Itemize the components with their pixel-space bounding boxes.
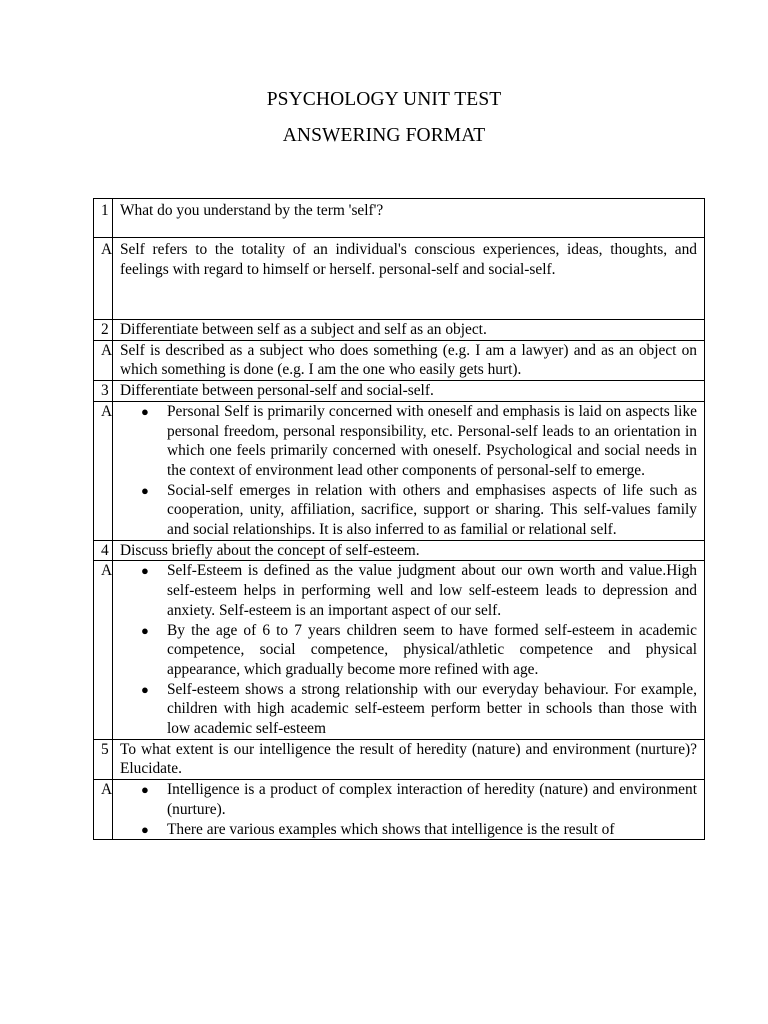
table-row: [94, 401, 705, 540]
bullet-icon: ●: [141, 821, 149, 837]
table-row: [94, 340, 705, 380]
question-text: To what extent is our intelligence the result of heredity (nature) and environment (nurture)? Elucidate.: [113, 739, 705, 779]
qa-table: [93, 198, 705, 840]
question-text: Discuss briefly about the concept of self-esteem.: [113, 540, 705, 561]
table-row: [94, 780, 705, 840]
list-item: ● Personal Self is primarily concerned with oneself and emphasis is laid on aspects like personal freedom, personal responsibility, etc. Personal-self leads to an orientation in which one feels primarily concerned with oneself. Psychological and social needs in the context of environment lead other components of personal-self to emerge.: [141, 402, 697, 479]
bullet-icon: ●: [141, 782, 149, 798]
row-label: A: [94, 561, 113, 739]
bullet-icon: ●: [141, 482, 149, 498]
page-title: PSYCHOLOGY UNIT TEST: [266, 89, 502, 110]
bullet-icon: ●: [141, 403, 149, 419]
row-label: A: [94, 340, 113, 380]
bullet-icon: ●: [141, 622, 149, 638]
question-text: What do you understand by the term 'self'?: [113, 199, 705, 238]
row-label: A: [94, 401, 113, 540]
bullet-icon: ●: [141, 681, 149, 697]
row-label: 5: [94, 739, 113, 779]
list-item: ● There are various examples which shows that intelligence is the result of: [141, 820, 615, 838]
question-text: Differentiate between personal-self and social-self.: [113, 381, 705, 402]
table-row: [94, 320, 705, 341]
answer-text: Self refers to the totality of an individual's conscious experiences, ideas, thoughts, and feelings with regard to himself or herself. personal-self and social-self.: [113, 238, 705, 320]
table-row: [94, 540, 705, 561]
list-item: ● By the age of 6 to 7 years children seem to have formed self-esteem in academic competence, social competence, physical/athletic competence and physical appearance, which gradually become more refined with age.: [141, 621, 697, 678]
row-label: A: [94, 238, 113, 320]
answer-bullet-list: [120, 402, 697, 540]
list-item: ● Self-Esteem is defined as the value judgment about our own worth and value.High self-esteem helps in performing well and low self-esteem leads to depression and anxiety. Self-esteem is an important aspect of our self.: [141, 562, 697, 619]
list-item: ● Social-self emerges in relation with others and emphasises aspects of life such as cooperation, unity, affiliation, sacrifice, support or sharing. This self-values family and social relationships. It is also inferred to as familial or relational self.: [141, 481, 697, 539]
question-text: Differentiate between self as a subject and self as an object.: [113, 320, 705, 341]
answer-text: Self is described as a subject who does something (e.g. I am a lawyer) and as an object on which something is done (e.g. I am the one who easily gets hurt).: [113, 340, 705, 380]
page-subtitle: ANSWERING FORMAT: [282, 125, 486, 146]
row-label: A: [94, 780, 113, 840]
answer-bullet-list: [120, 561, 697, 738]
row-label: 4: [94, 540, 113, 561]
table-row: [94, 381, 705, 402]
table-row: [94, 238, 705, 320]
table-row: [94, 199, 705, 238]
table-row: [94, 739, 705, 779]
row-label: 2: [94, 320, 113, 341]
row-label: 3: [94, 381, 113, 402]
answer-bullet-list: [120, 780, 697, 839]
bullet-icon: ●: [141, 563, 149, 579]
table-row: [94, 561, 705, 739]
list-item: ● Intelligence is a product of complex interaction of heredity (nature) and environment (nurture).: [141, 781, 697, 818]
list-item: ● Self-esteem shows a strong relationship with our everyday behaviour. For example, children with high academic self-esteem perform better in schools than those with low academic self-esteem: [141, 680, 697, 738]
row-label: 1: [94, 199, 113, 238]
